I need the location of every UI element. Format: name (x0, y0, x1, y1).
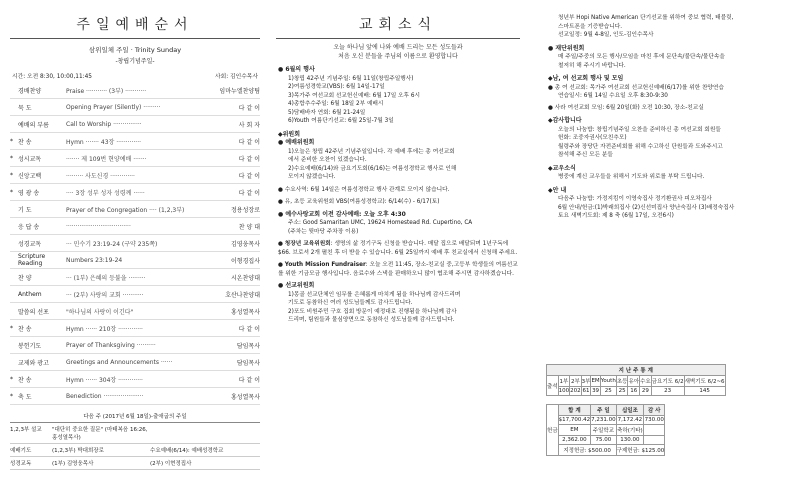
june-item: 5)담배바자 연회: 6월 21-24일 (288, 109, 366, 116)
service-time: 시간: 오전 8:30, 10:00,11:45 (12, 74, 92, 80)
order-item-content: Opening Prayer (Silently) ········· (66, 103, 161, 111)
church-news (270, 0, 526, 486)
mission-list (278, 291, 518, 325)
offering-cell: 730.00 (644, 417, 664, 423)
attendance-header: 초등 (616, 376, 628, 387)
stand-marker: * (10, 375, 13, 383)
order-row (10, 99, 260, 116)
order-item-content: Prayer of the Congregation ···· (1,2,3부) (66, 206, 185, 214)
order-list (4, 82, 266, 405)
next-week-row (10, 423, 260, 444)
offering-cell: 축하(기타) (616, 425, 644, 436)
order-item-person: 홍성열목사 (231, 308, 260, 316)
order-item-title: 찬 양 (18, 274, 32, 282)
order-item-title: Anthem (18, 290, 42, 298)
stand-marker: * (10, 137, 13, 145)
attendance-header: 유아 (628, 376, 640, 387)
order-item-title: 말씀의 선포 (18, 308, 49, 316)
order-row (10, 184, 260, 201)
offering-cell: $17,700.42 (558, 417, 591, 423)
june-item: 3)목가주 여선교회 선교헌신예배: 6월 17일 오후 6시 (288, 92, 420, 99)
order-item-content: "하나님의 사랑이 이긴다" (66, 308, 134, 316)
youth-mission-notice: ● Youth Mission Fundraiser: 오늘 오전 11:45, 장소-친교실 중,고등부 학생들의 여름선교를 위한 기금모금 행사입니다. 음료수와 스낵을 판매하오니 많이 협조해 주시면 감사하겠습니다. (278, 262, 518, 277)
offering-cell: 75.00 (591, 436, 617, 445)
order-item-content: Prayer of Thanksgiving ·········· (66, 341, 156, 349)
offering-label: 헌금 (547, 405, 559, 456)
hopi-notice (548, 14, 788, 40)
june-item: 1)창립 42주년 기념주일: 6월 11일(창립주일행사) (288, 75, 414, 82)
yewon-list (278, 219, 518, 236)
women-mission-1: ● 총 여 선교회: 목가주 여선교회 선교헌신예배(6/17)를 위한 찬양연습 (548, 84, 724, 91)
offering-header: 십일조 (616, 405, 644, 416)
yewon-line: (주차는 뒷마당 주차장 이용) (288, 228, 359, 235)
stand-marker: * (10, 188, 13, 196)
order-item-title: Scripture Reading (18, 253, 46, 267)
order-row (10, 150, 260, 167)
vbs-notice: ● 유, 초등 교육위원회 VBS(여름성경학교): 6/14(수) - 6/17(토) (278, 199, 440, 205)
attendance-value: 29 (640, 387, 652, 396)
worship-committee: ● 예배위원회 (278, 139, 315, 146)
attendance-header: 2부 (570, 376, 582, 387)
order-title: 주일예배순서 (76, 17, 194, 33)
stand-marker: * (10, 154, 13, 162)
order-item-content: Hymn ······ 210장 ············· (66, 325, 143, 333)
attendance-header: 3부 (581, 376, 591, 387)
order-item-content: Praise ··········· (3부) ··········· (66, 87, 147, 95)
service-info (12, 71, 258, 80)
order-item-person: 다 같 이 (238, 155, 260, 163)
right-column (540, 0, 796, 486)
next-week-box (10, 412, 260, 470)
hopi-line: 청년부 Hopi Native American 단기선교를 위하여 중보 협력, 태블릿, (558, 15, 734, 21)
mission-heading: ● 선교위원회 (278, 282, 315, 289)
offering-cell: 7,172.42 (617, 417, 643, 423)
order-item-content: Call to Worship ··············· (66, 120, 142, 128)
order-row (10, 388, 260, 405)
order-item-person: 호산나찬양대 (225, 291, 260, 299)
next-week-row (10, 457, 260, 470)
next-extra: (2부) 이현정집사 (150, 461, 192, 467)
mission-groups (548, 75, 788, 112)
order-item-title: 예배의 부름 (18, 121, 49, 129)
order-item-title: 봉헌기도 (18, 342, 42, 350)
service-host: 사회: 김인수목사 (215, 74, 258, 80)
sunday-name: 삼위일체 주일 · Trinity Sunday (88, 46, 182, 54)
order-row (10, 371, 260, 388)
finance-line: 매 주일/주중의 모든 행사/모임을 마친 후에 문단속/불단속/물단속을 (558, 54, 725, 60)
attendance-value: 25 (600, 387, 616, 396)
order-row (10, 286, 260, 303)
worship-committee-list (278, 148, 518, 182)
order-row (10, 218, 260, 235)
committee-heading: ◆위원회 (278, 130, 301, 138)
order-item-title: 성시교독 (18, 155, 42, 163)
wednesday-notice: ● 수요사역: 6월 14일은 여름성경학교 행사 관계로 모이지 않습니다. (278, 186, 450, 193)
offering-header: 주 일 (591, 405, 617, 416)
members-heading: ◆교우소식 (548, 164, 576, 172)
order-item-person: 정용성장로 (231, 206, 260, 214)
attendance-value: 39 (592, 388, 600, 394)
order-item-title: 기 도 (18, 206, 32, 214)
order-item-person: 다 같 이 (238, 138, 260, 146)
order-item-person: 임마누엘찬양팀 (219, 87, 260, 95)
order-item-title: 영 광 송 (18, 189, 40, 197)
committee-line: 모이지 않겠습니다. (288, 174, 336, 180)
attendance-value: 100 (558, 388, 570, 394)
order-item-content: ··· (1부) 은혜의 등불을 ········· (66, 274, 146, 282)
offering-cell: 주일학교 (591, 425, 617, 436)
order-item-title: 교제와 광고 (18, 359, 49, 367)
committee-section (278, 131, 518, 325)
thanks-heading: ◆감사합니다 (548, 117, 582, 124)
yewon-line: 주소: Good Samaritan UMC, 19624 Homestead Rd. Cupertino, CA (288, 220, 473, 226)
order-item-person: 담임목사 (236, 342, 260, 350)
attendance-header: 금요기도 6/2 (651, 376, 684, 387)
order-of-worship (4, 0, 266, 486)
guide-line: 6월 안내/헌금:(1)박래희집사 (2)신선미집사 양난숙집사 (3)배정숙집사 (558, 204, 735, 211)
order-item-title: 축 도 (18, 393, 32, 401)
order-row (10, 82, 260, 99)
order-item-person: 다 같 이 (238, 189, 260, 197)
committee-line: 2)수요예배(6/14)와 금요기도회(6/16)는 여름성경학교 행사로 인해 (288, 165, 457, 172)
next-label: 1,2,3부 설교 (10, 427, 42, 433)
next-value: (1,2,3부) 박대희장로 (52, 448, 104, 454)
offering-cell: EM (558, 425, 591, 436)
thanks-line: 참석해 주신 모든 분들 (558, 152, 613, 158)
attendance-table (546, 364, 726, 396)
thanks-line: 오늘의 나눔밥: 창립기념주일 오찬을 준비하신 총 여선교회 회원들 (558, 126, 721, 133)
mission-line: 기도로 동참하신 여러 성도님들께도 감사드립니다. (288, 300, 413, 306)
order-item-content: ··· (2부) 사랑의 교회 ··········· (66, 291, 144, 299)
finance-heading: ● 재단위원회 (548, 44, 585, 52)
order-row (10, 116, 260, 133)
women-mission-2: ● 사라 여선교회 모임: 6월 20일(화) 오전 10:30, 장소-친교실 (548, 104, 704, 111)
next-week-title: 다음 주 (2017년 6월 18일)-출애굽의 주일 (10, 412, 260, 423)
mission-groups-heading: ◆남, 여 선교회 행사 및 모임 (548, 75, 624, 82)
offering-header: 합 계 (558, 405, 591, 416)
order-item-person: 다 같 이 (238, 325, 260, 333)
attendance-header: 새벽기도 6/2~6 (684, 376, 725, 387)
order-row (10, 320, 260, 337)
attendance-header: 1부 (558, 376, 570, 387)
offering-cell: 7,231.00 (591, 417, 616, 423)
attendance-value: 61 (582, 388, 590, 394)
thanks-section (548, 117, 788, 160)
hopi-line: 스마트폰을 기증받습니다. (558, 23, 623, 30)
order-item-content: Hymn ······· 43장 ············· (66, 138, 142, 146)
yewon-heading: ● 예수사랑교회 이전 감사예배: 오늘 오후 4:30 (278, 210, 406, 218)
relief-offering: 구제헌금: $125.00 (616, 445, 665, 456)
title-rule (10, 38, 260, 39)
order-item-content: ······· 제 109번 현양예배 ······· (66, 155, 147, 163)
stats-title: 지 난 주 통 계 (547, 365, 726, 376)
order-item-content: ·································· (66, 222, 131, 230)
order-row (10, 167, 260, 184)
welcome-line-1: 오늘 하나님 앞에 나와 예배 드리는 모든 성도들과 (333, 44, 463, 51)
mission-line: 2)포도 비원주민 구호 집회 방문이 예정대로 진행됨을 하나님께 감사 (288, 308, 457, 315)
order-item-person: 시온찬양대 (231, 274, 260, 282)
order-item-content: Greetings and Announcements ······ (66, 358, 173, 366)
order-item-content: Benediction ····················· (66, 392, 144, 400)
stand-marker: * (10, 324, 13, 332)
next-extra (150, 425, 260, 441)
news-rule (276, 38, 520, 39)
next-extra: 수요예배(6/14): 예배성경학교 (150, 448, 224, 454)
thanks-line: 월령주와 장당단 자전준비회를 위해 수고하신 단원들과 도와주시고 (558, 143, 723, 150)
order-item-person: 다 같 이 (238, 376, 260, 384)
offering-cell (644, 425, 665, 436)
finance-committee (548, 45, 788, 71)
order-row (10, 201, 260, 218)
welcome-text (270, 43, 526, 61)
order-row (10, 269, 260, 286)
june-list (278, 75, 518, 126)
order-row (10, 252, 260, 269)
attendance-label: 출석 (547, 376, 559, 396)
thanks-line: 헌화: 조중자권사(모친추모) (558, 135, 627, 141)
next-value: "대단히 중요한 질문" (마태복음 16:26, 홍성열목사) (52, 427, 148, 441)
guide-line: 다음주 나눔밥: 가정지킴이 이영숙집사 정기환권사 피오차집사 (558, 196, 712, 202)
finance-line: 철저히 해 주시기 바랍니다. (558, 62, 626, 69)
guide-line: 토요 새벽기도회: 제 8 축 (6월 17일, 오전6시) (558, 213, 674, 219)
order-row (10, 337, 260, 354)
offering-cell: 130.00 (616, 436, 644, 445)
june-heading: ● 6월의 행사 (278, 66, 315, 73)
next-week-row (10, 444, 260, 457)
order-item-title: 성경교독 (18, 240, 42, 248)
june-item: 6)Youth 여름단기선교: 6월 25일-7월 3일 (288, 118, 394, 124)
members-text: 병중에 계신 교우들을 위해서 기도와 위로를 부탁 드립니다. (558, 174, 705, 180)
order-item-person: 찬 양 대 (238, 223, 260, 231)
women-mission-1b: 연습일시: 6월 14일 수요일 오후 8:30-9:30 (558, 93, 668, 99)
attendance-value: 16 (628, 387, 640, 396)
mission-line: 1)몽골 선교단체인 임무를 은혜롭게 마치게 됨을 하나님께 감사드리며 (288, 291, 461, 298)
committee-line: 1)오늘은 창립 42주년 기념주일입니다. 각 예배 후에는 총 여선교회 (288, 148, 455, 155)
order-item-person: 이형경집사 (231, 257, 260, 265)
welcome-line-2: 처음 오신 분들을 주님의 이름으로 환영합니다 (338, 53, 458, 60)
june-item: 4)총합추수주일: 6월 18일 2부 예배시 (288, 101, 384, 107)
next-label: 예배기도 (10, 448, 32, 454)
attendance-header: Youth (600, 376, 616, 387)
order-item-person: 김영웅목사 (231, 240, 260, 248)
order-item-content: Hymn ······ 304장 ············· (66, 376, 143, 384)
offering-cell: 2,362.00 (558, 436, 591, 445)
news-title: 교회소식 (358, 17, 438, 33)
committee-line: 에서 준비한 오찬이 있겠습니다. (288, 157, 367, 163)
next-label: 성경교독 (10, 461, 32, 467)
attendance-value: 25 (616, 387, 628, 396)
attendance-value: 202 (570, 388, 581, 394)
attendance-header: EM (591, 376, 600, 387)
order-item-person: 담임목사 (236, 359, 260, 367)
order-item-title: 찬 송 (18, 138, 32, 146)
order-item-person: 다 같 이 (238, 104, 260, 112)
order-item-content: ··· 민수기 23:19-24 (구약 235쪽) (66, 240, 158, 248)
june-events (278, 66, 518, 126)
order-item-content: ···· 3장 성부 성자 성령께 ······ (66, 189, 145, 197)
designated-offering: 지정헌금: $500.00 (558, 445, 616, 456)
memorial-name: -창립기념주일- (115, 58, 155, 65)
members-section (548, 165, 788, 182)
order-item-title: 응 답 송 (18, 223, 40, 231)
order-item-title: 묵 도 (18, 104, 32, 112)
guide-heading: ◆안 내 (548, 186, 567, 194)
attendance-value: 145 (684, 387, 725, 396)
attendance-header: 수요 (640, 376, 652, 387)
next-week-rows (10, 423, 260, 470)
order-row (10, 235, 260, 252)
june-item: 2)여름성경학교(VBS): 6월 14일-17일 (288, 84, 385, 90)
order-item-content: Numbers 23:19-24 (66, 256, 123, 264)
order-item-title: 찬 송 (18, 376, 32, 384)
offering-cell (644, 436, 665, 445)
stand-marker: * (10, 171, 13, 179)
youth-notice: ● 청장년 교육위원회: 생명의 삶 정기구독 신청을 받습니다. 매달 집으로 배달되며 1년구독에 $66. 브로셔 2개 펼친 후 더 받을 수 있습니다. 6월 25일까지 예배 후 친교실에서 신청해 주세요. (278, 241, 518, 256)
mission-line: 드리며, 팀원들과 물심양면으로 동참하신 성도님들께 감사드립니다. (288, 317, 455, 323)
guide-section (548, 187, 788, 221)
order-item-title: 신앙고백 (18, 172, 42, 180)
order-item-content: ········· 사도신경 ············· (66, 172, 135, 180)
order-item-title: 찬 송 (18, 325, 32, 333)
stand-marker: * (10, 392, 13, 400)
offering-header: 감 사 (644, 405, 665, 416)
order-row (10, 303, 260, 320)
order-item-person: 다 같 이 (238, 172, 260, 180)
offering-table (546, 404, 665, 456)
order-item-person: 사 회 자 (238, 121, 260, 129)
order-item-title: 경배찬양 (18, 87, 42, 95)
next-value: (1부) 김영웅목사 (52, 461, 94, 467)
attendance-value: 23 (651, 387, 684, 396)
order-item-person: 홍성열목사 (231, 393, 260, 401)
order-row (10, 133, 260, 150)
order-row (10, 354, 260, 371)
hopi-line: 선교일정: 9월 4-8일, 인도-김인수목사 (558, 32, 654, 38)
